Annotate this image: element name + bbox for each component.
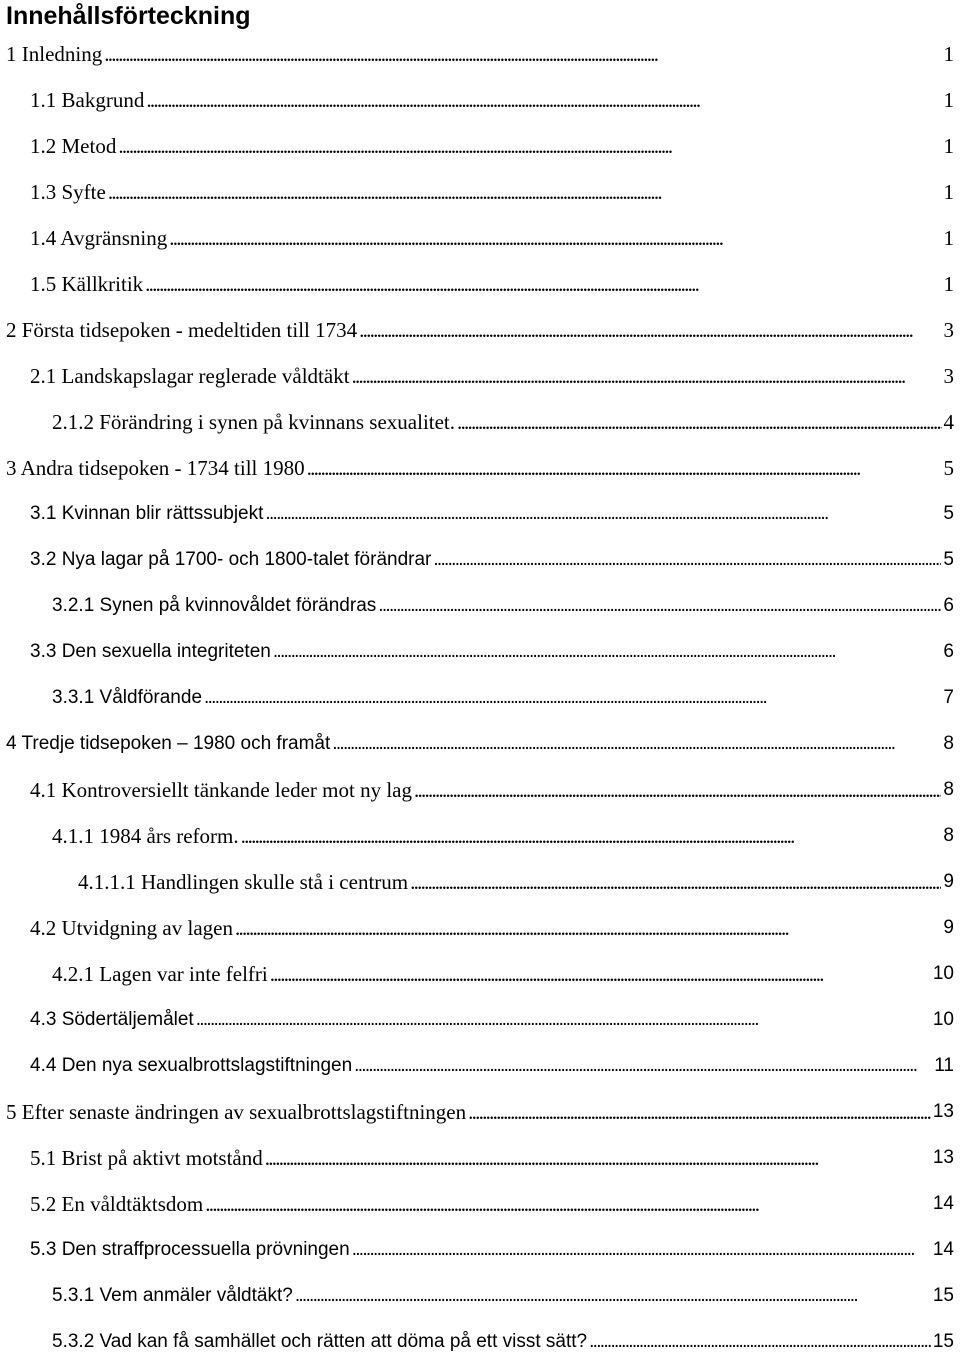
toc-entry[interactable]	[0, 1004, 960, 1034]
toc-entry[interactable]	[0, 774, 960, 804]
toc-entry-title: 5.3.2 Vad kan få samhället och rätten att döma på ett visst sätt?	[52, 1331, 588, 1352]
dot-leader	[118, 134, 941, 160]
dot-leader	[265, 1146, 931, 1172]
toc-entry-title: 4.4 Den nya sexualbrottslagstiftningen	[30, 1055, 353, 1076]
toc-entry[interactable]	[0, 1188, 960, 1218]
toc-entry-page: 1	[943, 226, 954, 250]
toc-entry[interactable]	[0, 1142, 960, 1172]
toc-entry-title: 5.3.1 Vem anmäler våldtäkt?	[52, 1285, 293, 1306]
toc-entry-title: 2.1.2 Förändring i synen på kvinnans sexualitet.	[52, 410, 456, 434]
toc-entry-page: 14	[932, 1239, 954, 1260]
toc-entry-page: 6	[943, 641, 954, 662]
toc-entry[interactable]	[0, 314, 960, 344]
toc-entry-title: 3.1 Kvinnan blir rättssubjekt	[30, 503, 264, 524]
toc-entry-page: 15	[932, 1285, 954, 1306]
toc-entry-page: 1	[943, 42, 954, 66]
dot-leader	[265, 502, 941, 528]
toc-entry-title: 2.1 Landskapslagar reglerade våldtäkt	[30, 364, 350, 388]
toc-entry[interactable]	[0, 590, 960, 620]
toc-entry-page: 3	[943, 318, 954, 342]
toc-entry-title: 4.3 Södertäljemålet	[30, 1009, 194, 1030]
toc-entry-title: 5.1 Brist på aktivt motstånd	[30, 1146, 263, 1170]
toc-entry-page: 1	[943, 180, 954, 204]
toc-entry-title: 4.1.1 1984 års reform.	[52, 824, 239, 848]
dot-leader	[235, 916, 941, 942]
toc-entry[interactable]	[0, 636, 960, 666]
dot-leader	[145, 272, 941, 298]
dot-leader	[241, 824, 942, 850]
toc-entry-title: 5 Efter senaste ändringen av sexualbrottslagstiftningen	[6, 1100, 467, 1124]
toc-heading: Innehållsförteckning	[6, 2, 251, 30]
toc-entry[interactable]	[0, 176, 960, 206]
toc-entry-title: 1.2 Metod	[30, 134, 117, 158]
toc-entry-page: 15	[932, 1331, 954, 1352]
toc-entry-title: 3.2 Nya lagar på 1700- och 1800-talet förändrar	[30, 549, 432, 570]
dot-leader	[205, 1192, 931, 1218]
toc-entry-page: 10	[932, 963, 954, 984]
toc-entry-page: 11	[934, 1055, 954, 1076]
toc-entry[interactable]	[0, 452, 960, 482]
toc-entry-title: 5.3 Den straffprocessuella prövningen	[30, 1239, 350, 1260]
toc-entry-page: 4	[943, 410, 954, 434]
dot-leader	[410, 870, 941, 896]
toc-entry[interactable]	[0, 360, 960, 390]
toc-entry[interactable]	[0, 682, 960, 712]
dot-leader	[204, 686, 941, 712]
toc-entry-page: 1	[943, 272, 954, 296]
toc-entry-page: 8	[943, 733, 954, 754]
toc-entry-title: 1.1 Bakgrund	[30, 88, 145, 112]
toc-entry[interactable]	[0, 222, 960, 252]
dot-leader	[354, 1054, 932, 1080]
dot-leader	[169, 226, 941, 252]
toc-entry[interactable]	[0, 1234, 960, 1264]
toc-entry[interactable]	[0, 820, 960, 850]
toc-entry-title: 5.2 En våldtäktsdom	[30, 1192, 204, 1216]
toc-entry-page: 9	[943, 871, 954, 892]
toc-entry-page: 8	[943, 779, 954, 800]
toc-entry-page: 13	[932, 1147, 954, 1168]
toc-entry[interactable]	[0, 1096, 960, 1126]
toc-entry-page: 1	[943, 88, 954, 112]
dot-leader	[108, 180, 942, 206]
toc-entry-page: 6	[943, 595, 954, 616]
dot-leader	[295, 1284, 931, 1310]
dot-leader	[352, 1238, 931, 1264]
toc-entry-title: 4.1.1.1 Handlingen skulle stå i centrum	[78, 870, 409, 894]
toc-entry[interactable]	[0, 866, 960, 896]
toc-entry[interactable]	[0, 1280, 960, 1310]
dot-leader	[104, 42, 941, 68]
toc-entry[interactable]	[0, 38, 960, 68]
dot-leader	[196, 1008, 931, 1034]
toc-entry-page: 8	[943, 825, 954, 846]
toc-entry-title: 1.4 Avgränsning	[30, 226, 168, 250]
toc-entry-page: 3	[943, 364, 954, 388]
dot-leader	[307, 456, 942, 482]
toc-entry-title: 4.1 Kontroversiellt tänkande leder mot ny lag	[30, 778, 412, 802]
toc-entry[interactable]	[0, 728, 960, 758]
toc-entry-page: 13	[932, 1101, 954, 1122]
dot-leader	[352, 364, 942, 390]
toc-entry[interactable]	[0, 406, 960, 436]
toc-entry-page: 5	[943, 456, 954, 480]
toc-entry[interactable]	[0, 268, 960, 298]
toc-entry-title: 1 Inledning	[6, 42, 103, 66]
dot-leader	[146, 88, 941, 114]
toc-entry-page: 5	[943, 503, 954, 524]
toc-entry-page: 7	[943, 687, 954, 708]
toc-entry-title: 4.2.1 Lagen var inte felfri	[52, 962, 268, 986]
toc-entry-title: 4 Tredje tidsepoken – 1980 och framåt	[6, 733, 331, 754]
toc-entry[interactable]	[0, 912, 960, 942]
toc-entry[interactable]	[0, 544, 960, 574]
toc-entry[interactable]	[0, 84, 960, 114]
toc-entry-title: 1.3 Syfte	[30, 180, 106, 204]
dot-leader	[270, 962, 931, 988]
toc-entry[interactable]	[0, 1326, 960, 1356]
toc-entry-title: 1.5 Källkritik	[30, 272, 144, 296]
dot-leader	[433, 548, 941, 574]
toc-entry[interactable]	[0, 498, 960, 528]
dot-leader	[378, 594, 941, 620]
toc-entry-title: 3 Andra tidsepoken - 1734 till 1980	[6, 456, 305, 480]
toc-entry-page: 9	[943, 917, 954, 938]
toc-entry[interactable]	[0, 958, 960, 988]
dot-leader	[589, 1330, 931, 1356]
dot-leader	[414, 778, 941, 804]
toc-entry-page: 14	[932, 1193, 954, 1214]
dot-leader	[457, 410, 941, 436]
dot-leader	[468, 1100, 931, 1126]
toc-entry-title: 3.2.1 Synen på kvinnovåldet förändras	[52, 595, 377, 616]
dot-leader	[273, 640, 942, 666]
toc-entry[interactable]	[0, 1050, 960, 1080]
toc-entry-title: 2 Första tidsepoken - medeltiden till 1734	[6, 318, 358, 342]
dot-leader	[332, 732, 941, 758]
toc-entry[interactable]	[0, 130, 960, 160]
toc-entry-page: 1	[943, 134, 954, 158]
toc-entry-title: 4.2 Utvidgning av lagen	[30, 916, 233, 940]
toc-entry-title: 3.3.1 Våldförande	[52, 687, 203, 708]
toc-entry-title: 3.3 Den sexuella integriteten	[30, 641, 271, 662]
dot-leader	[359, 318, 941, 344]
toc-entry-page: 5	[943, 549, 954, 570]
toc-entry-page: 10	[932, 1009, 954, 1030]
